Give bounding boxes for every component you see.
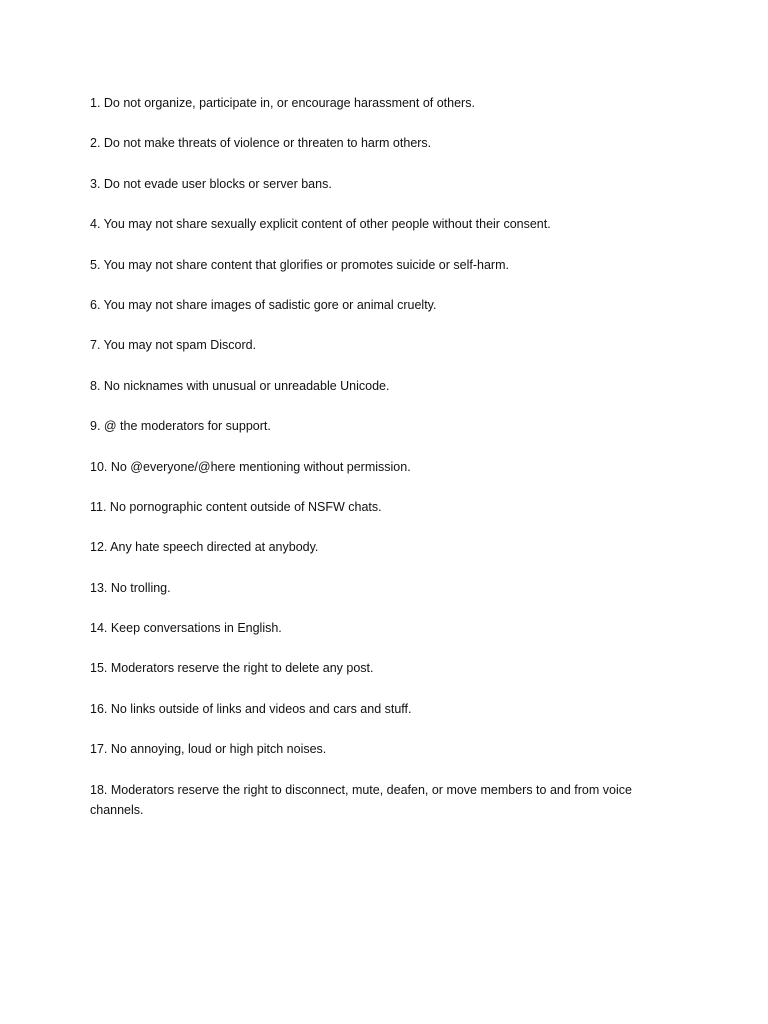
rule-item-8: 8. No nicknames with unusual or unreadable Unicode.	[90, 378, 390, 393]
rule-item-2: 2. Do not make threats of violence or threaten to harm others.	[90, 136, 432, 151]
rule-item-13: 13. No trolling.	[90, 580, 171, 595]
rule-item-18: 18. Moderators reserve the right to disconnect, mute, deafen, or move members to and from voice channels.	[90, 782, 632, 817]
rule-item-16: 16. No links outside of links and videos and cars and stuff.	[90, 701, 412, 716]
rule-item-11: 11. No pornographic content outside of NSFW chats.	[90, 499, 382, 514]
rule-item-6: 6. You may not share images of sadistic gore or animal cruelty.	[90, 297, 437, 312]
rule-item-4: 4. You may not share sexually explicit content of other people without their consent.	[90, 217, 551, 232]
rule-item-14: 14. Keep conversations in English.	[90, 621, 282, 636]
rule-item-1: 1. Do not organize, participate in, or encourage harassment of others.	[90, 96, 475, 110]
rule-item-15: 15. Moderators reserve the right to delete any post.	[90, 661, 374, 676]
rule-item-12: 12. Any hate speech directed at anybody.	[90, 540, 319, 555]
rule-item-17: 17. No annoying, loud or high pitch noises.	[90, 742, 327, 757]
rules-list	[90, 93, 660, 840]
rule-item-10: 10. No @everyone/@here mentioning without permission.	[90, 459, 411, 474]
rule-item-9: 9. @ the moderators for support.	[90, 419, 271, 434]
rule-item-5: 5. You may not share content that glorifies or promotes suicide or self-harm.	[90, 257, 509, 272]
rule-item-3: 3. Do not evade user blocks or server bans.	[90, 176, 332, 191]
rule-item-7: 7. You may not spam Discord.	[90, 338, 257, 353]
